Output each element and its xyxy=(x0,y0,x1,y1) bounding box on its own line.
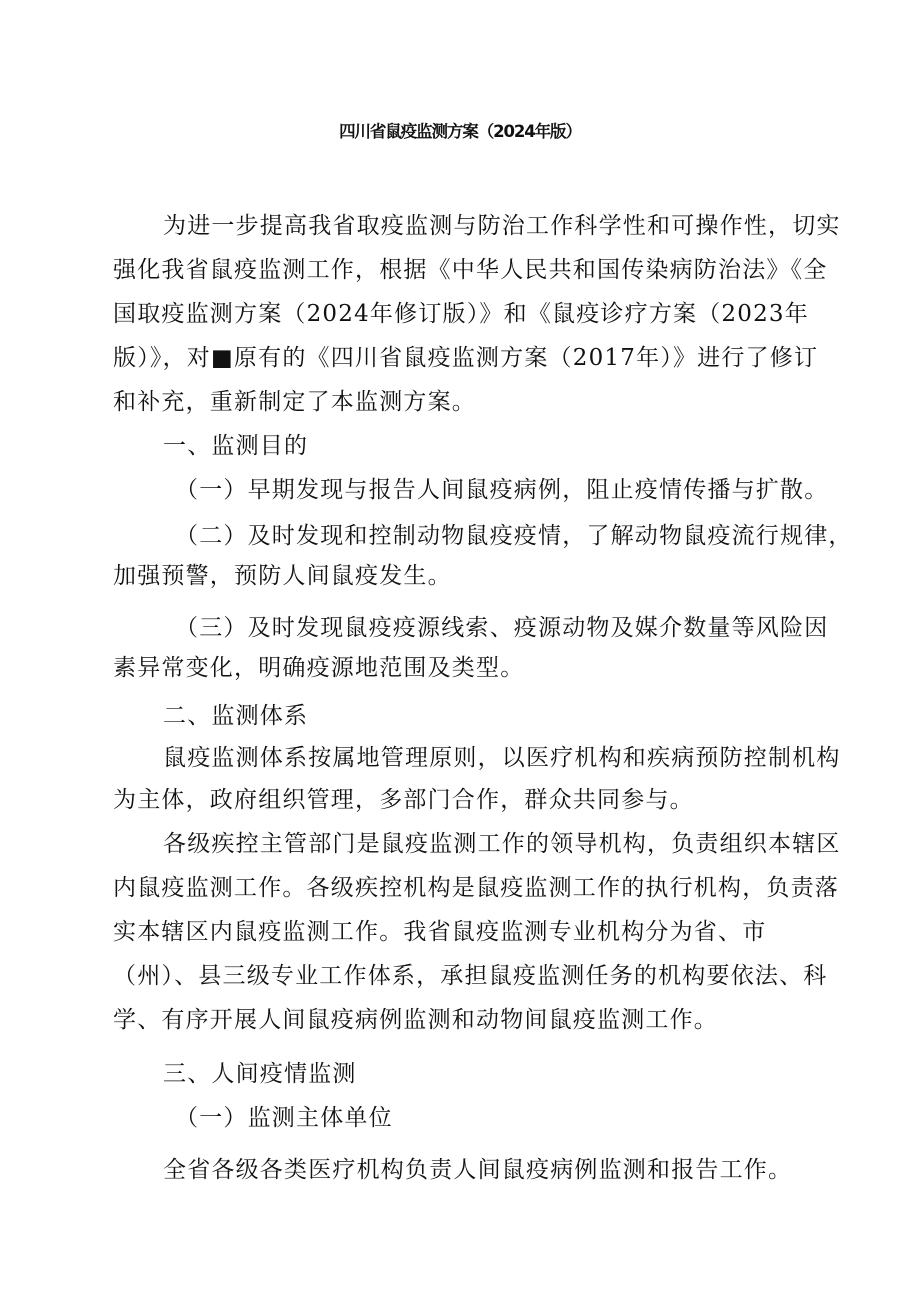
section-heading-human-surveillance: 三、人间疫情监测 xyxy=(163,1061,357,1087)
intro-line-4: 版）》，对■原有的《四川省鼠疫监测方案（2017年）》进行了修订 xyxy=(113,345,819,371)
purpose-item-2-line-1: （二）及时发现和控制动物鼠疫疫情，了解动物鼠疫流行规律， xyxy=(175,523,853,549)
section-heading-system: 二、监测体系 xyxy=(163,703,309,729)
section-heading-purpose: 一、监测目的 xyxy=(163,433,309,459)
intro-line-1: 为进一步提高我省取疫监测与防治工作科学性和可操作性，切实 xyxy=(163,213,841,239)
document-title: 四川省鼠疫监测方案（2024年版） xyxy=(339,122,581,141)
system-para-2-line-5: 学、有序开展人间鼠疫病例监测和动物间鼠疫监测工作。 xyxy=(113,1007,718,1033)
purpose-item-3-line-1: （三）及时发现鼠疫疫源线索、疫源动物及媒介数量等风险因 xyxy=(175,615,829,641)
system-para-2-line-1: 各级疾控主管部门是鼠疫监测工作的领导机构，负责组织本辖区 xyxy=(163,831,841,857)
system-para-1-line-1: 鼠疫监测体系按属地管理原则，以医疗机构和疾病预防控制机构 xyxy=(163,745,841,771)
intro-line-5: 和补充，重新制定了本监测方案。 xyxy=(113,389,476,415)
system-para-1-line-2: 为主体，政府组织管理，多部门合作，群众共同参与。 xyxy=(113,787,694,813)
intro-line-3: 国取疫监测方案（2024年修订版）》和《鼠疫诊疗方案（2023年 xyxy=(113,301,809,327)
purpose-item-1: （一）早期发现与报告人间鼠疫病例，阻止疫情传播与扩散。 xyxy=(175,477,829,503)
responsible-units-para: 全省各级各类医疗机构负责人间鼠疫病例监测和报告工作。 xyxy=(163,1157,793,1183)
purpose-item-3-line-2: 素异常变化，明确疫源地范围及类型。 xyxy=(113,655,525,681)
system-para-2-line-3: 实本辖区内鼠疫监测工作。我省鼠疫监测专业机构分为省、市 xyxy=(113,919,767,945)
system-para-2-line-2: 内鼠疫监测工作。各级疾控机构是鼠疫监测工作的执行机构，负责落 xyxy=(113,875,839,901)
system-para-2-line-4: （州）、县三级专业工作体系，承担鼠疫监测任务的机构要依法、科 xyxy=(113,963,828,989)
purpose-item-2-line-2: 加强预警，预防人间鼠疫发生。 xyxy=(113,563,452,589)
intro-line-2: 强化我省鼠疫监测工作，根据《中华人民共和国传染病防治法》《全 xyxy=(113,257,828,283)
subsection-heading-responsible-units: （一）监测主体单位 xyxy=(175,1105,393,1131)
